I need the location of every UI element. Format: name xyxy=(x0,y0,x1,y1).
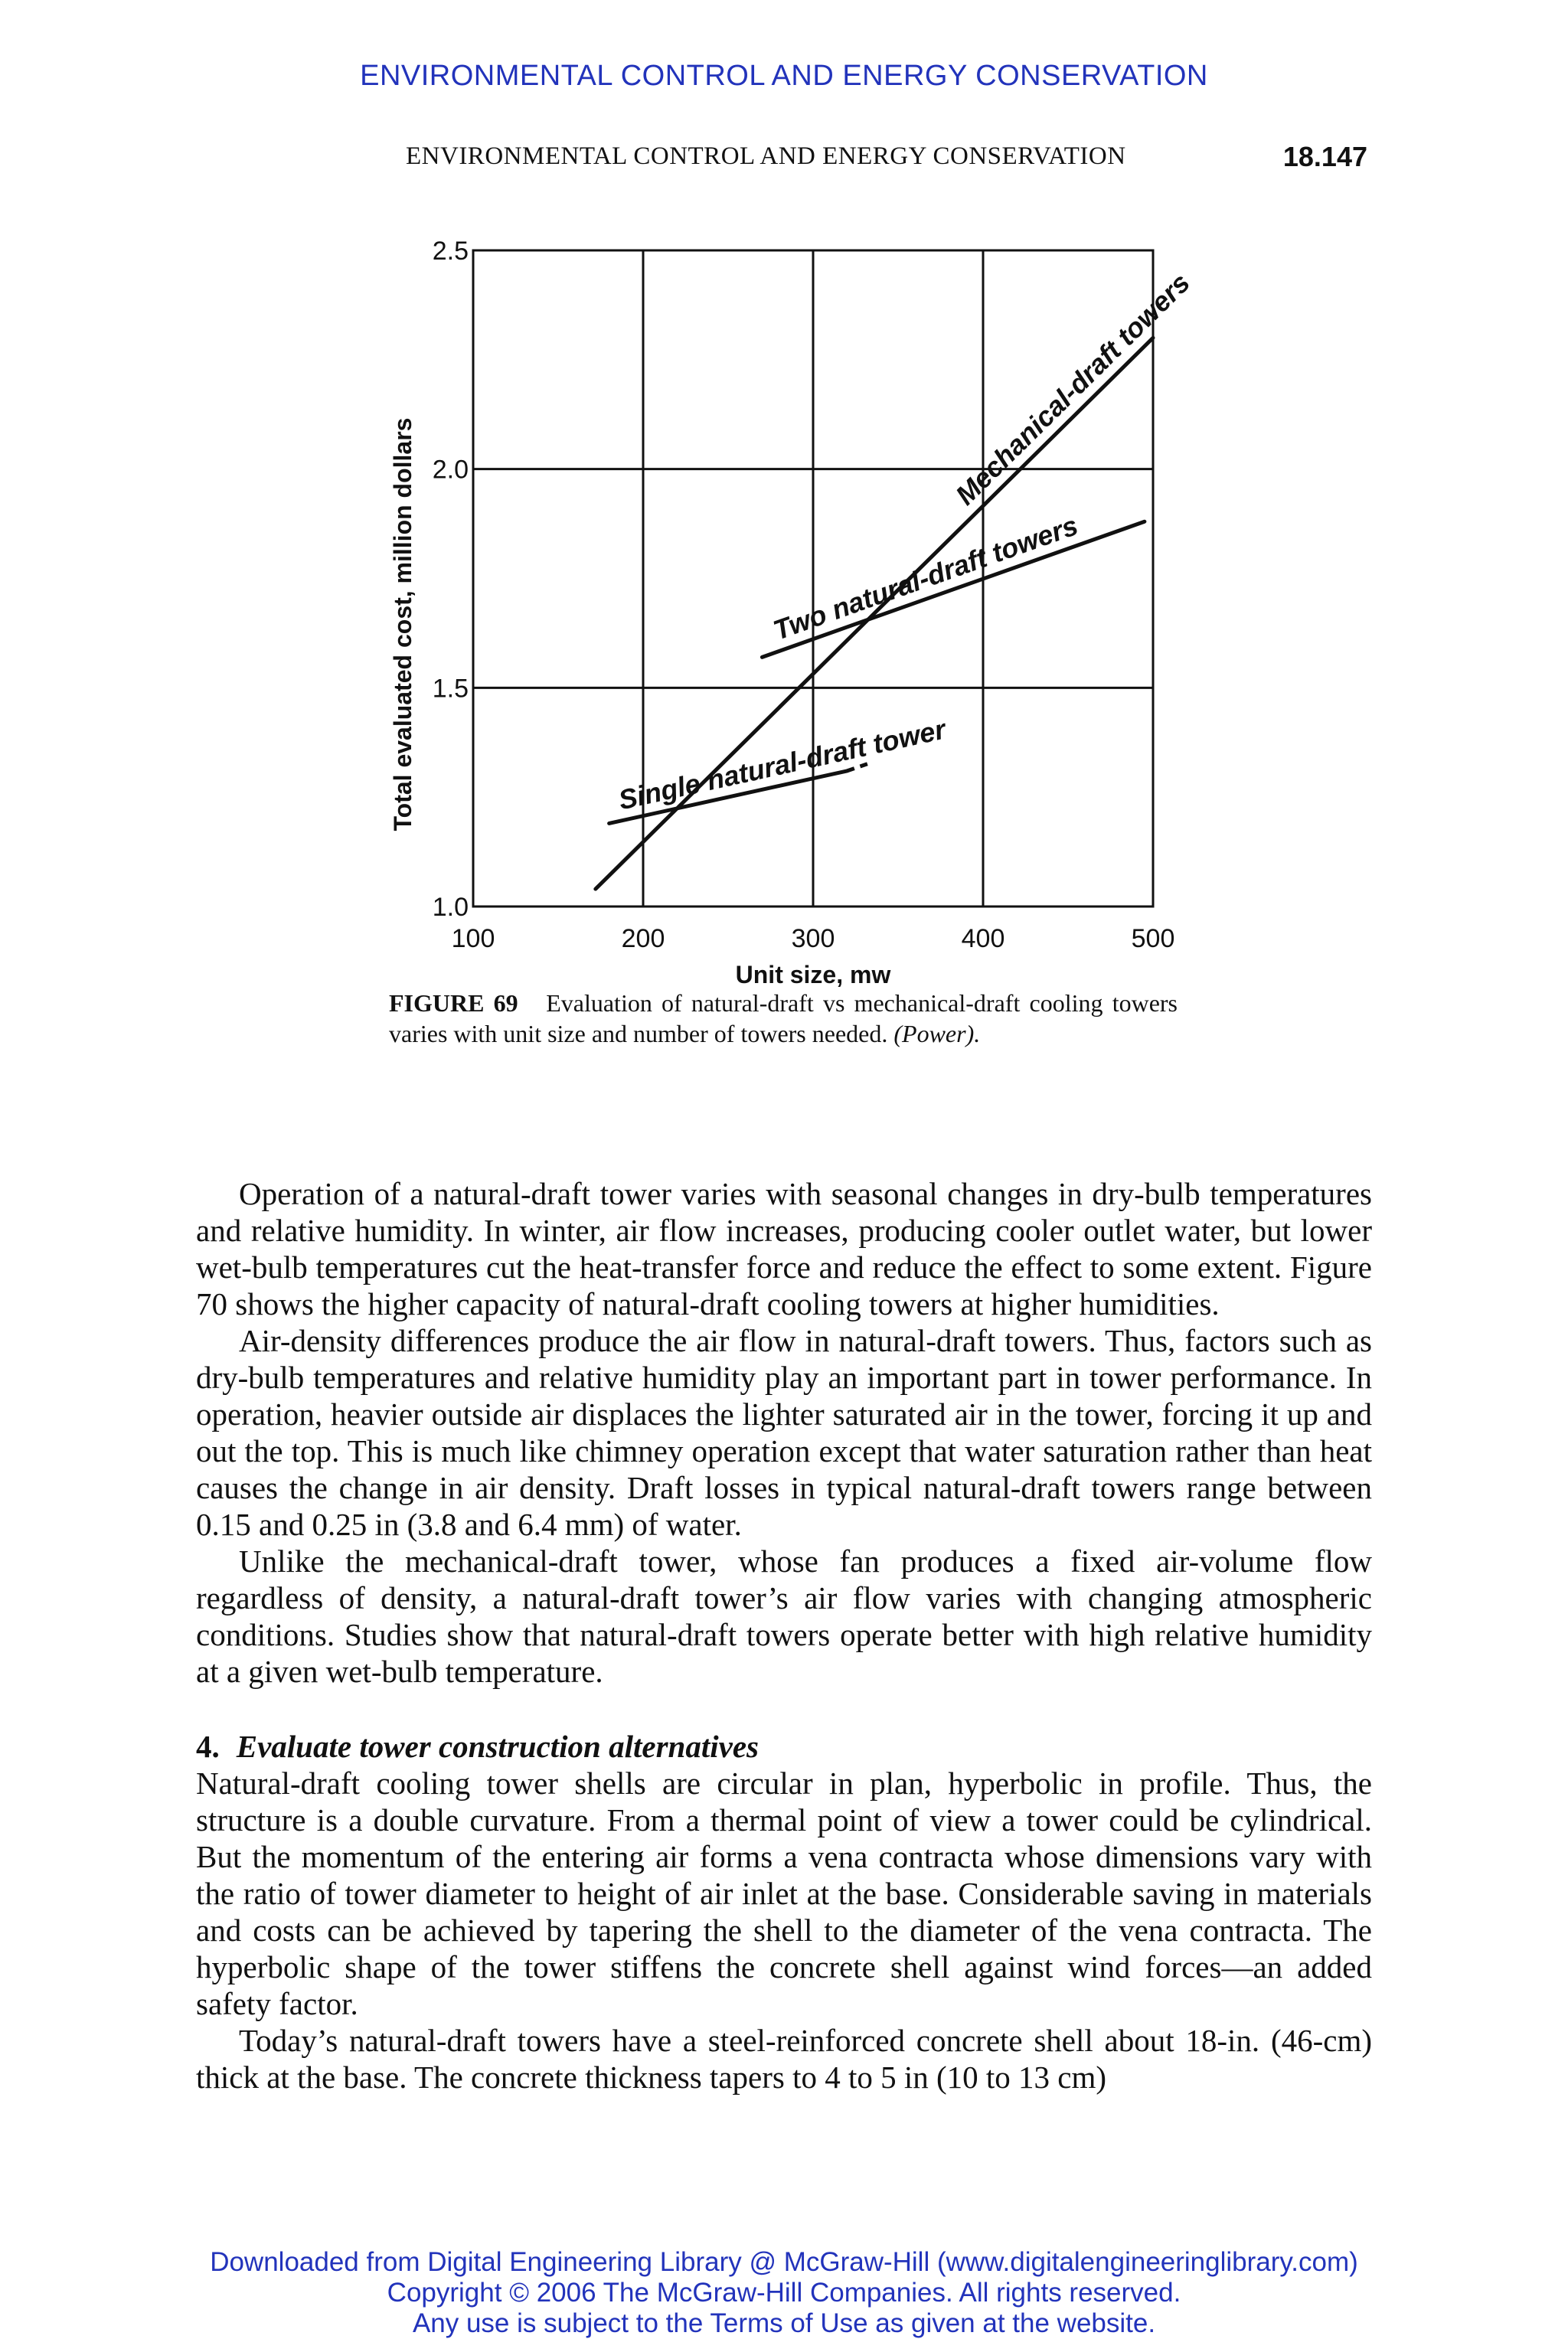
figure-label: FIGURE 69 xyxy=(389,989,518,1017)
x-tick-label: 300 xyxy=(791,924,835,953)
figure-caption-source: (Power). xyxy=(893,1020,981,1047)
x-axis-label: Unit size, mw xyxy=(735,961,891,988)
series-label-mechanical-towers: Mechanical-draft towers xyxy=(949,266,1196,511)
y-tick-label: 2.5 xyxy=(432,237,469,266)
section-number: 4. xyxy=(196,1729,220,1764)
series-label-two-towers: Two natural-draft towers xyxy=(769,509,1082,646)
figure-caption xyxy=(389,988,1178,1049)
paragraph: Today’s natural-draft towers have a steel-reinforced concrete shell about 18-in. (46-cm) thick at the base. The concrete thickness tapers to 4 to 5 in (10 to 13 cm) xyxy=(196,2023,1372,2095)
download-notice xyxy=(0,2247,1568,2339)
x-tick-label: 100 xyxy=(451,924,495,953)
running-head: ENVIRONMENTAL CONTROL AND ENERGY CONSERVATION xyxy=(406,142,1126,170)
download-notice-line: Downloaded from Digital Engineering Library @ McGraw-Hill (www.digitalengineeringlibrary.com) xyxy=(210,2247,1358,2277)
body-text xyxy=(196,1175,1372,2096)
series-label-single-tower: Single natural-draft tower xyxy=(616,713,949,816)
section-title: Evaluate tower construction alternatives xyxy=(236,1729,759,1764)
paragraph: Operation of a natural-draft tower varies with seasonal changes in dry-bulb temperatures and relative humidity. In winter, air flow increases, producing cooler outlet water, but lower wet-bulb temperatures cut the heat-transfer force and reduce the effect to some extent. Figure 70 shows the higher capacity of natural-draft cooling towers at higher humidities. xyxy=(196,1176,1372,1321)
cost-vs-unit-size-chart xyxy=(0,0,1568,995)
series-line xyxy=(596,338,1153,889)
copyright-line: Copyright © 2006 The McGraw-Hill Companies. All rights reserved. xyxy=(387,2278,1181,2308)
y-axis-label: Total evaluated cost, million dollars xyxy=(389,417,416,831)
x-tick-label: 200 xyxy=(621,924,665,953)
terms-of-use-line: Any use is subject to the Terms of Use as given at the website. xyxy=(412,2308,1156,2338)
figure-caption-text: Evaluation of natural-draft vs mechanical-draft cooling towers varies with unit size and number of towers needed. xyxy=(389,989,1178,1047)
y-tick-label: 1.0 xyxy=(432,893,469,922)
section-heading xyxy=(196,1728,1372,1765)
y-tick-label: 2.0 xyxy=(432,455,469,485)
paragraph: Unlike the mechanical-draft tower, whose fan produces a fixed air-volume flow regardless of density, a natural-draft tower’s air flow varies with changing atmospheric conditions. Studies show that natural-draft towers operate better with high relative humidity at a given wet-bulb temperature. xyxy=(196,1544,1372,1689)
y-tick-label: 1.5 xyxy=(432,674,469,704)
page-number: 18.147 xyxy=(1282,141,1367,172)
paragraph: Air-density differences produce the air flow in natural-draft towers. Thus, factors such as dry-bulb temperatures and relative humidity play an important part in tower performance. In operation, heavier outside air displaces the lighter saturated air in the tower, forcing it up and out the top. This is much like chimney operation except that water saturation rather than heat causes the change in air density. Draft losses in typical natural-draft towers range between 0.15 and 0.25 in (3.8 and 6.4 mm) of water. xyxy=(196,1323,1372,1542)
source-banner: ENVIRONMENTAL CONTROL AND ENERGY CONSERVATION xyxy=(360,60,1208,92)
x-tick-label: 500 xyxy=(1131,924,1175,953)
series-line xyxy=(762,521,1145,657)
paragraph: Natural-draft cooling tower shells are circular in plan, hyperbolic in profile. Thus, the structure is a double curvature. From a thermal point of view a tower could be cylindrical. But the momentum of the entering air forms a vena contracta whose dimensions vary with the ratio of tower diameter to height of air inlet at the base. Considerable saving in materials and costs can be achieved by tapering the shell to the diameter of the vena contracta. The hyperbolic shape of the tower stiffens the concrete shell against wind forces—an added safety factor. xyxy=(196,1766,1372,2021)
x-tick-label: 400 xyxy=(961,924,1005,953)
